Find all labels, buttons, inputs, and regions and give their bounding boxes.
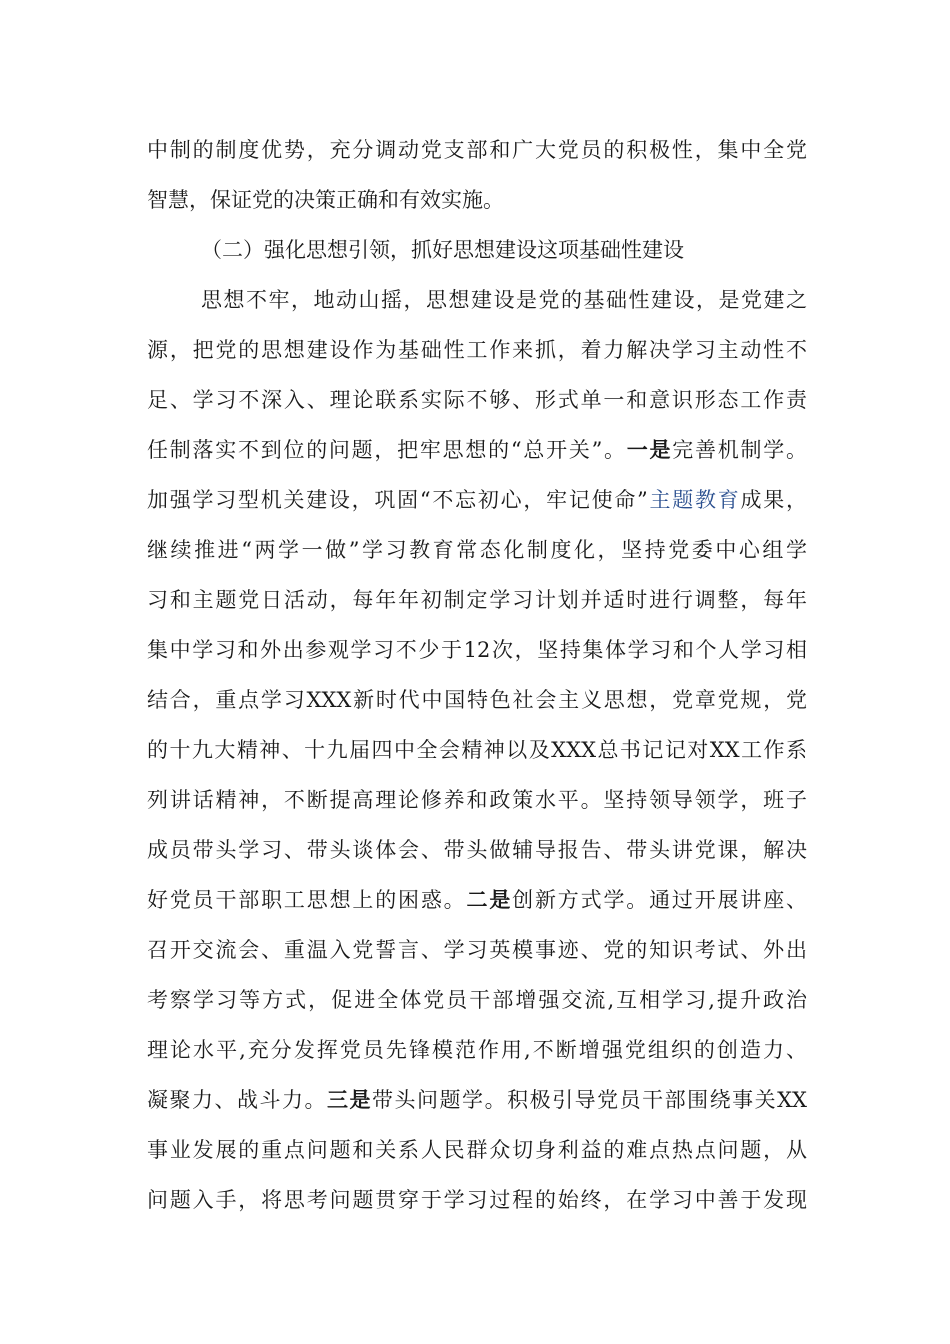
text-run: 问题入手，将思考问题贯穿于学习过程的始终，在学习中善于发现 xyxy=(147,1188,807,1212)
bold-marker: 一是 xyxy=(626,437,673,462)
text-run: 列讲话精神，不断提高理论修养和政策水平。坚持领导领学，班子 xyxy=(147,788,807,812)
body-line xyxy=(147,875,807,925)
body-line xyxy=(147,325,807,375)
text-run: 思想不牢，地动山摇，思想建设是党的基础性建设，是党建之 xyxy=(201,288,807,312)
body-line xyxy=(147,425,807,475)
bold-marker: 二是 xyxy=(466,887,513,912)
text-run: 成果， xyxy=(740,488,807,512)
heading-text: （二）强化思想引领，抓好思想建设这项基础性建设 xyxy=(201,238,684,262)
body-line xyxy=(147,625,807,675)
text-run: 任制落实不到位的问题，把牢思想的“总开关”。 xyxy=(147,438,627,462)
body-line xyxy=(147,725,807,775)
text-run: 结合，重点学习XXX新时代中国特色社会主义思想，党章党规，党 xyxy=(147,688,807,712)
body-line xyxy=(147,675,807,725)
text-run: 考察学习等方式，促进全体党员干部增强交流,互相学习,提升政治 xyxy=(147,988,807,1012)
text-run: 源，把党的思想建设作为基础性工作来抓，着力解决学习主动性不 xyxy=(147,338,807,362)
text-run: 创新方式学。通过开展讲座、 xyxy=(512,888,807,912)
body-line xyxy=(147,825,807,875)
text-run: 中制的制度优势，充分调动党支部和广大党员的积极性，集中全党 xyxy=(147,138,807,162)
text-run: 理论水平,充分发挥党员先锋模范作用,不断增强党组织的创造力、 xyxy=(147,1038,807,1062)
text-run: 智慧，保证党的决策正确和有效实施。 xyxy=(147,188,504,212)
text-run: 好党员干部职工思想上的困惑。 xyxy=(147,888,467,912)
text-run: 成员带头学习、带头谈体会、带头做辅导报告、带头讲党课，解决 xyxy=(147,838,807,862)
body-line xyxy=(147,375,807,425)
bold-marker: 三是 xyxy=(327,1087,373,1112)
body-line xyxy=(147,975,807,1025)
body-line xyxy=(201,275,807,325)
text-run: 集中学习和外出参观学习不少于12次，坚持集体学习和个人学习相 xyxy=(147,638,807,662)
section-heading xyxy=(201,225,721,275)
text-run: 带头问题学。积极引导党员干部围绕事关XX xyxy=(372,1088,807,1112)
text-run: 完善机制学。 xyxy=(672,438,807,462)
text-run: 习和主题党日活动，每年年初制定学习计划并适时进行调整，每年 xyxy=(147,588,807,612)
topic-link[interactable]: 主题教育 xyxy=(647,488,741,512)
body-line xyxy=(147,575,807,625)
body-line xyxy=(147,175,807,225)
text-run: 加强学习型机关建设，巩固“不忘初心，牢记使命” xyxy=(147,488,648,512)
body-line xyxy=(147,925,807,975)
text-run: 召开交流会、重温入党誓言、学习英模事迹、党的知识考试、外出 xyxy=(147,938,807,962)
body-line xyxy=(147,1075,807,1125)
body-line xyxy=(147,1175,807,1225)
text-run: 继续推进“两学一做”学习教育常态化制度化，坚持党委中心组学 xyxy=(147,538,807,562)
text-run: 凝聚力、战斗力。 xyxy=(147,1088,328,1112)
text-run: 事业发展的重点问题和关系人民群众切身利益的难点热点问题，从 xyxy=(147,1138,807,1162)
body-line xyxy=(147,1125,807,1175)
text-run: 的十九大精神、十九届四中全会精神以及XXX总书记记对XX工作系 xyxy=(147,738,807,762)
text-run: 足、学习不深入、理论联系实际不够、形式单一和意识形态工作责 xyxy=(147,388,807,412)
body-line xyxy=(147,525,807,575)
body-line xyxy=(147,1025,807,1075)
body-line xyxy=(147,775,807,825)
body-line xyxy=(147,125,807,175)
body-line xyxy=(147,475,807,525)
